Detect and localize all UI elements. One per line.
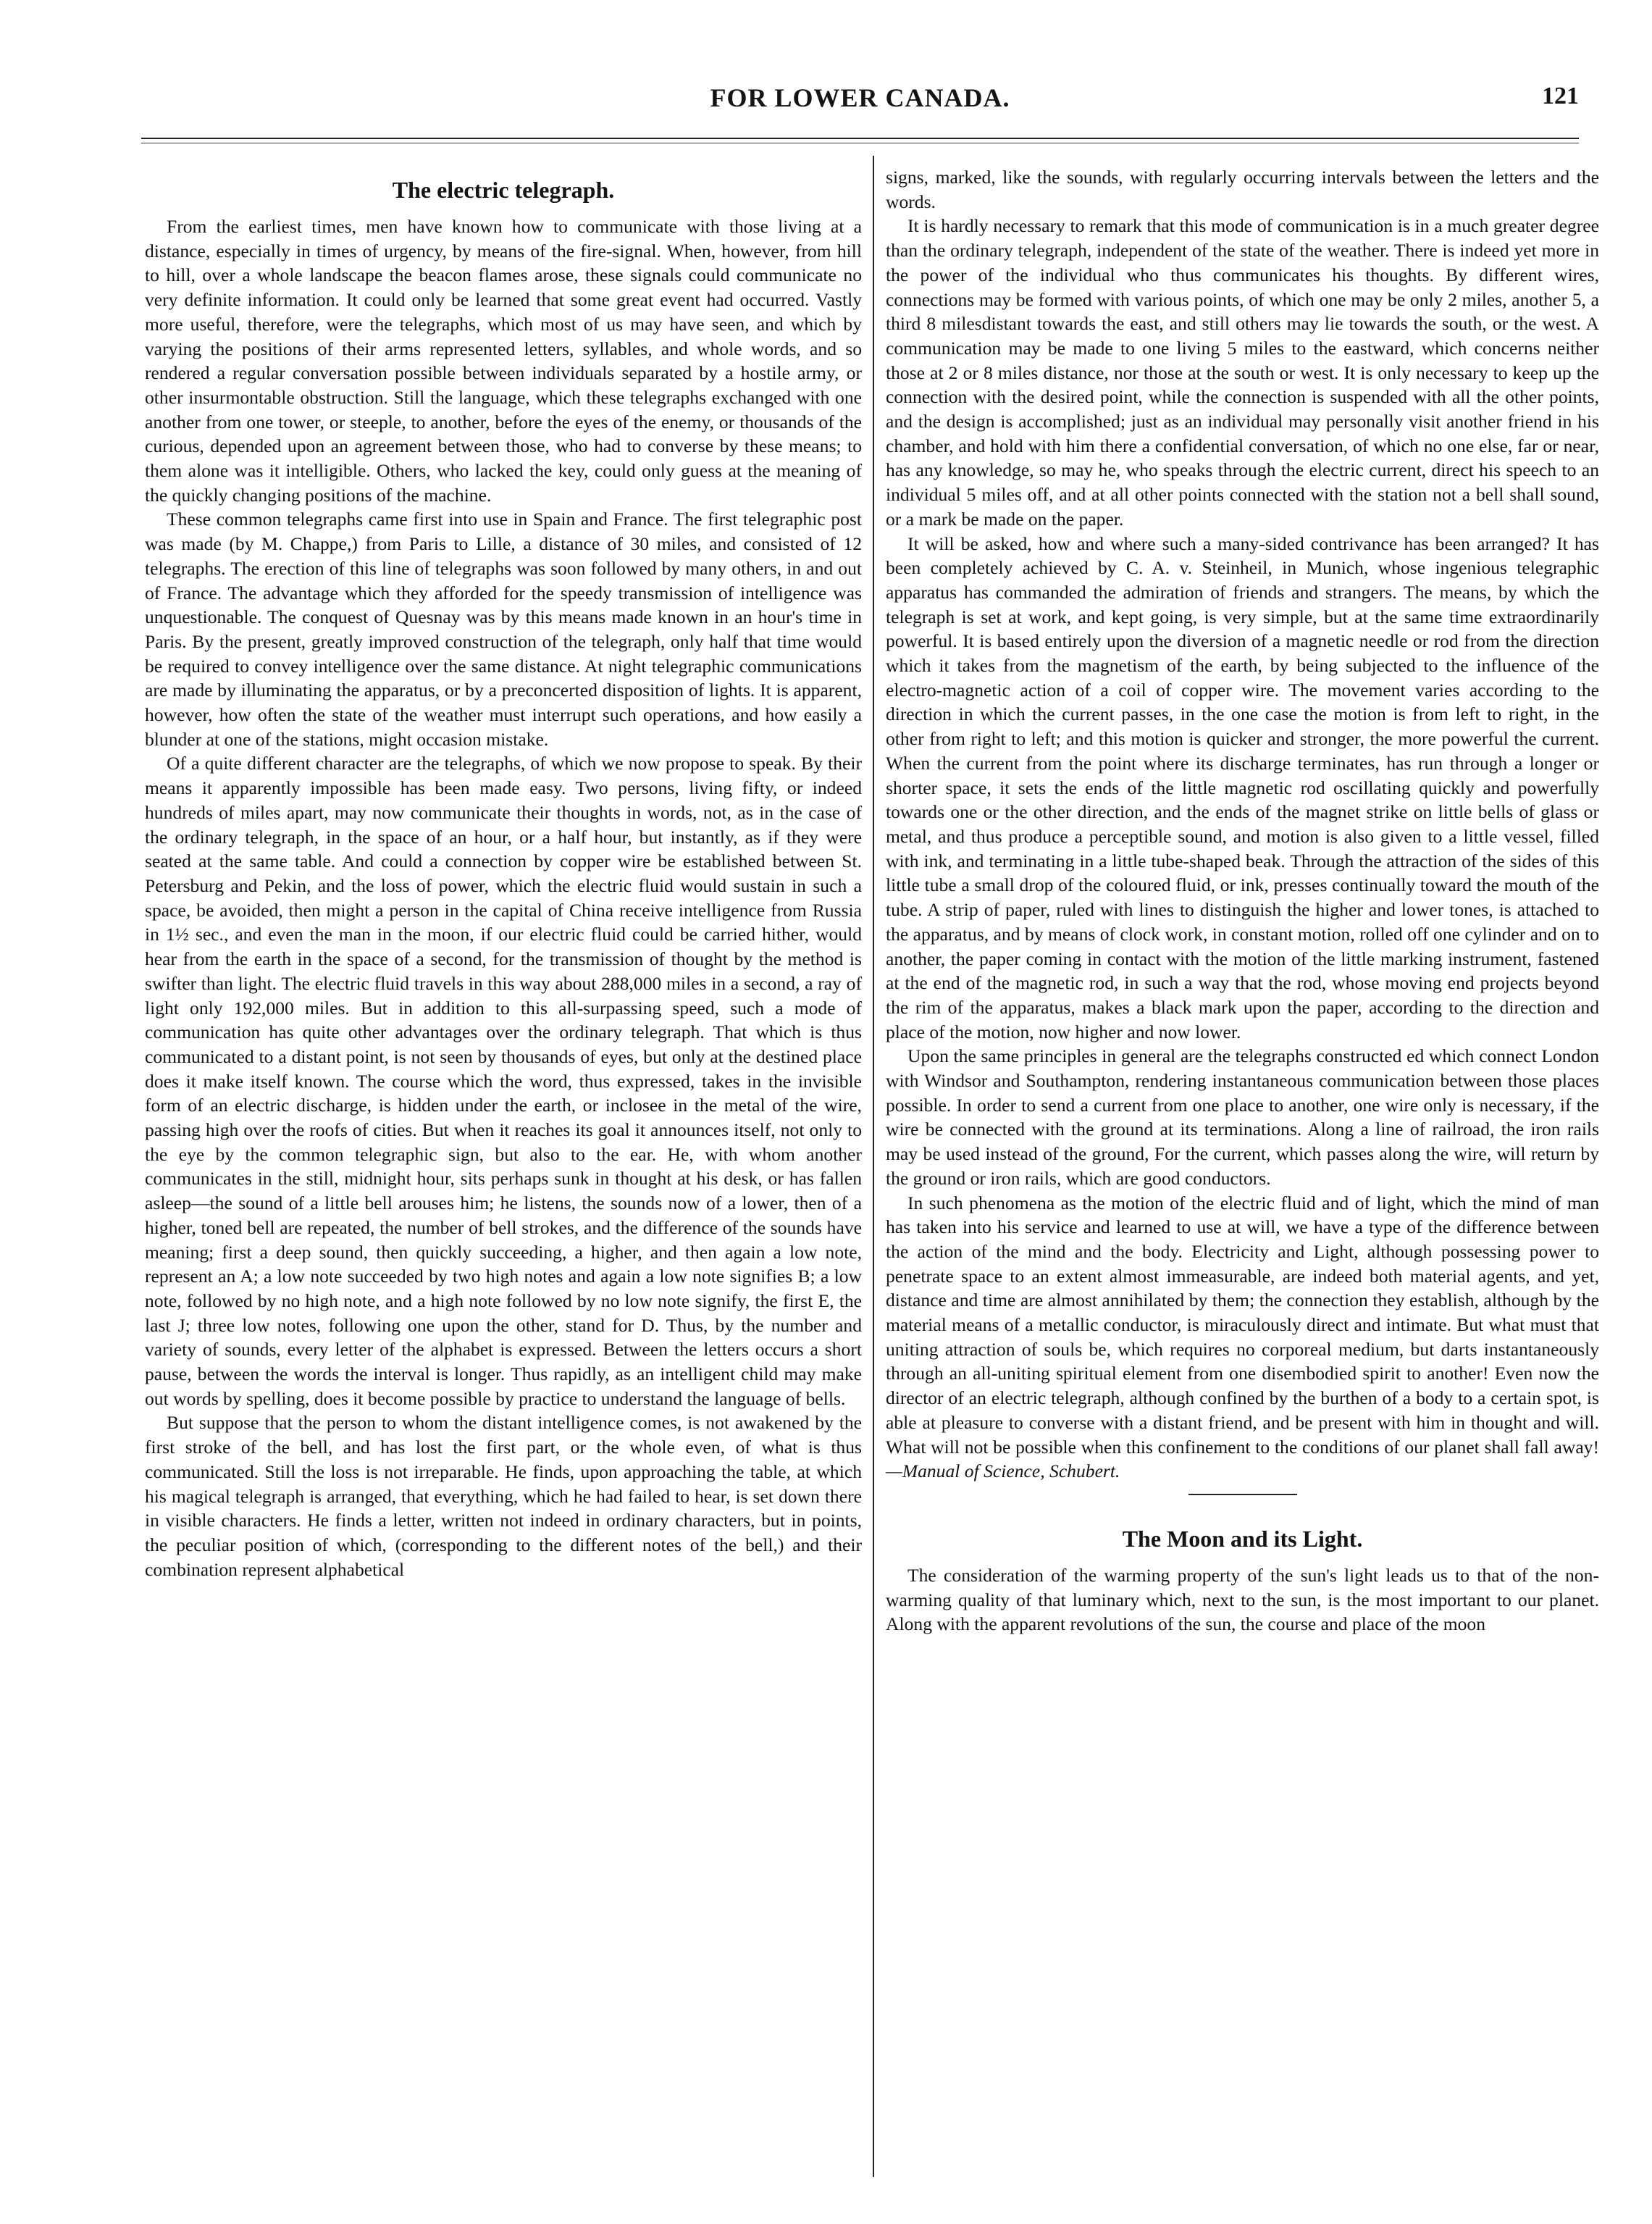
left-column [145,165,862,1581]
paragraph: It will be asked, how and where such a many-sided contrivance has been arranged? It has been completely achieved by C. A. v. Steinheil, in Munich, whose ingenious telegraphic apparatus has commanded the admiration of friends and strangers. The means, by which the telegraph is set at work, and kept going, is very simple, but at the same time extraordinarily powerful. It is based entirely upon the diversion of a magnetic needle or rod from the direction which it takes from the magnetism of the earth, by being subjected to the influence of the electro-magnetic action of a coil of copper wire. The movement varies according to the direction in which the current passes, in the one case the motion is from left to right, in the other from right to left; and this motion is quicker and stronger, the more powerful the current. When the current from the point where its discharge terminates, has run through a longer or shorter space, it sets the ends of the little magnetic rod oscillating quickly and powerfully towards one or the other direction, and the ends of the magnet strike on little bells of glass or metal, and thus produce a perceptible sound, and motion is also given to a little vessel, filled with ink, and terminating in a little tube-shaped beak. Through the attraction of the sides of this little tube a small drop of the coloured fluid, or ink, presses continually toward the mouth of the tube. A strip of paper, ruled with lines to distinguish the higher and lower tones, is attached to the apparatus, and by means of clock work, in constant motion, rolled off one cylinder and on to another, the paper coming in contact with the motion of the little marking instrument, fastened at the end of the magnetic rod, in such a way that the rod, whose moving end projects beyond the rim of the apparatus, makes a black mark upon the paper, according to the direction and place of the motion, now higher and now lower. [886,532,1599,1042]
paragraph-continuation: signs, marked, like the sounds, with regularly occurring intervals between the letters and the words. [886,167,1599,212]
paragraph: Upon the same principles in general are the telegraphs constructed ed which connect London with Windsor and Southampton, rendering instantaneous communication between those places possible. In order to send a current from one place to another, one wire only is necessary, if the wire be connected with the ground at its terminations. Along a line of railroad, the iron rails may be used instead of the ground, For the current, which passes along the wire, will return by the ground or iron rails, which are good conductors. [886,1045,1599,1189]
paragraph: It is hardly necessary to remark that this mode of communication is in a much greater degree than the ordinary telegraph, independent of the state of the weather. There is indeed yet more in the power of the individual who thus communicates his thoughts. By different wires, connections may be formed with various points, of which one may be only 2 miles, another 5, a third 8 milesdistant towards the east, and still others may lie towards the south, or the west. A communication may be made to one living 5 miles to the eastward, which concerns neither those at 2 or 8 miles distance, nor those at the south or west. It is only necessary to keep up the connection with the desired point, while the connection is suspended with all the other points, and the design is accomplished; just as an individual may personally visit another friend in his chamber, and hold with him there a confidential conversation, of which no one else, far or near, has any knowledge, so may he, who speaks through the electric current, direct his speech to an individual 5 miles off, and at all other points connected with the station not a bell shall sound, or a mark be made on the paper. [886,215,1599,530]
paragraph: The consideration of the warming property of the sun's light leads us to that of the non-warming quality of that luminary which, next to the sun, is the most important to our planet. Along with the apparent revolutions of the sun, the course and place of the moon [886,1564,1599,1635]
right-column [886,165,1599,1636]
running-title: FOR LOWER CANADA. [710,83,1010,112]
paragraph [886,1191,1599,1484]
header-rule [141,138,1579,139]
page-number: 121 [1542,83,1579,109]
paragraph-text: In such phenomena as the motion of the electric fluid and of light, which the mind of man has taken into his service and learned to use at will, we have a type of the difference between the action of the mind and the body. Electricity and Light, although possessing power to penetrate space to an extent almost immeasurable, are indeed both material agents, and yet, distance and time are almost annihilated by them; the connection they establish, although by the material means of a metallic conductor, is miraculously direct and intimate. But what must that uniting attraction of souls be, which requires no corporeal medium, but darts instantaneously through an all-uniting spiritual element from one disembodied spirit to another! Even now the director of an electric telegraph, although confined by the burthen of a body to a certain spot, is able at pleasure to converse with a distant friend, and be present with him in thought and will. What will not be possible when this confinement to the conditions of our planet shall fall away! [886,1192,1599,1458]
column-divider [873,156,874,2177]
paragraph: These common telegraphs came first into use in Spain and France. The first telegraphic post was made (by M. Chappe,) from Paris to Lille, a distance of 30 miles, and consisted of 12 telegraphs. The erection of this line of telegraphs was soon followed by many others, in and out of France. The advantage which they afforded for the speedy transmission of intelligence was unquestionable. The conquest of Quesnay was by this means made known in an hour's time in Paris. By the present, greatly improved construction of the telegraph, only half that time would be required to convey intelligence over the same distance. At night telegraphic communications are made by illuminating the apparatus, or by a preconcerted disposition of lights. It is apparent, however, how often the state of the weather must interrupt such operations, and how easily a blunder at one of the stations, might occasion mistake. [145,509,862,750]
paragraph: Of a quite different character are the telegraphs, of which we now propose to speak. By their means it apparently impossible has been made easy. Two persons, living fifty, or indeed hundreds of miles apart, may now communicate their thoughts in words, not, as in the case of the ordinary telegraph, in the space of an hour, or a half hour, but instantly, as if they were seated at the same table. And could a connection by copper wire be established between St. Petersburg and Pekin, and the loss of power, which the electric fluid would sustain in such a space, be avoided, then might a person in the capital of China receive intelligence from Russia in 1½ sec., and even the man in the moon, if our electric fluid could be carried hither, would hear from the earth in the space of a second, for the transmission of thought by the method is swifter than light. The electric fluid travels in this way about 288,000 miles in a second, a ray of light only 192,000 miles. But in addition to this all-surpassing speed, such a mode of communication has quite other advantages over the ordinary telegraph. That which is thus communicated to a distant point, is not seen by thousands of eyes, but only at the destined place does it make itself known. The course which the word, thus expressed, takes in the invisible form of an electric discharge, is hidden under the earth, or inclosee in the metal of the wire, passing high over the roofs of cities. But when it reaches its goal it announces itself, not only to the eye by the common telegraphic sign, but also to the ear. He, with whom another communicates in the still, midnight hour, sits perhaps sunk in thought at his desk, or has fallen asleep—the sound of a little bell arouses him; he listens, the sounds now of a lower, then of a higher, toned bell are repeated, the number of bell strokes, and the difference of the sounds have meaning; first a deep sound, then quickly succeeding, a higher, and then again a low note, represent an A; a low note succeeded by two high notes and again a low note signifies B; a low note, followed by no high note, and a high note followed by no low note signify, the first E, the last J; three low notes, following one upon the other, stand for D. Thus, by the number and variety of sounds, every letter of the alphabet is expressed. Between the letters occurs a short pause, between the words the interval is longer. Thus rapidly, as an intelligent child may make out words by spelling, does it become possible by practice to understand the language of bells. [145,753,862,1409]
paragraph: But suppose that the person to whom the distant intelligence comes, is not awakened by the first stroke of the bell, and has lost the first part, or the whole even, of what is thus communicated. Still the loss is not irreparable. He finds, upon approaching the table, at which his magical telegraph is arranged, that everything, which he had failed to hear, is set down there in visible characters. He finds a letter, written not indeed in ordinary characters, but in points, the peculiar position of which, (corresponding to the different notes of the bell,) and their combination represent alphabetical [145,1412,862,1580]
article-title: The electric telegraph. [392,177,615,203]
article-separator [1188,1494,1297,1495]
source-citation: —Manual of Science, Schubert. [886,1460,1120,1482]
paragraph: From the earliest times, men have known how to communicate with those living at a distance, especially in times of urgency, by means of the fire-signal. When, however, from hill to hill, over a whole landscape the beacon flames arose, these signals could communicate no very definite information. It could only be learned that some great event had occurred. Vastly more useful, therefore, were the telegraphs, which most of us may have seen, and which by varying the positions of their arms represented letters, syllables, and whole words, and so rendered a regular conversation possible between individuals separated by a hostile army, or other insurmontable obstruction. Still the language, which these telegraphs exchanged with one another from one tower, or steeple, to another, before the eyes of the enemy, or thousands of the curious, depended upon an agreement between those, who had to converse by these means; to them alone was it intelligible. Others, who lacked the key, could only guess at the meaning of the quickly changing positions of the machine. [145,216,862,506]
page-header [141,81,1579,125]
article-title: The Moon and its Light. [1122,1525,1363,1552]
